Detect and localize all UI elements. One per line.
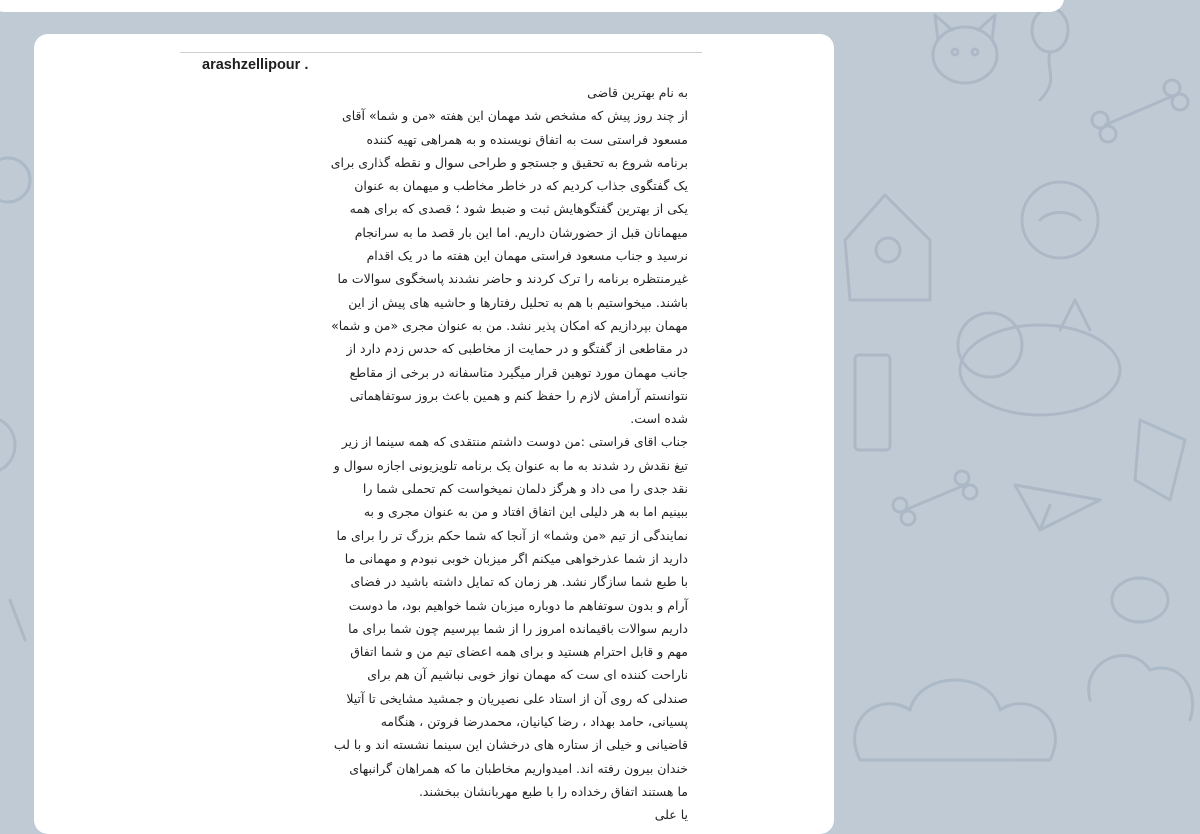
caption-line: مهم و قابل احترام هستید و برای همه اعضای تیم من و شما اتفاق [350,644,688,660]
balloon-doodle-icon [1032,8,1068,100]
circle-doodle-icon [0,158,30,640]
caption-line: مسعود فراستی ست به اتفاق نویسنده و به همراهی تهیه کننده [366,131,688,147]
cheese-doodle-icon [1135,420,1185,500]
caption-line: پسیانی، حامد بهداد ، رضا کیانیان، محمدرضا فروتن ، هنگامه [380,714,688,730]
caption-line: در مقاطعی از گفتگو و در حمایت از مخاطبی که حدس زدم دارد از [346,341,688,357]
caption-line: تیغ نقدش رد شدند به ما به عنوان یک برنامه تلویزیونی اجازه سوال و [333,457,688,473]
caption-line: جانب مهمان مورد توهین قرار میگیرد متاسفانه در برخی از مقاطع [349,364,688,380]
caption-line: یکی از بهترین گفتگوهایش ثبت و ضبط شود ؛ قصدی که برای همه [349,201,688,217]
caption-line: نرسید و جناب مسعود فراستی مهمان این هفته ما در یک اقدام [366,248,688,264]
caption-line: با طبع شما سازگار نشد. هر زمان که تمایل داشته باشید در فضای [350,574,688,590]
caption-line: شده است. [630,411,688,427]
caption-line: مهمان بپردازیم که امکان پذیر نشد. من به عنوان مجری «من و شما» [331,317,688,333]
post-username: arashzellipour . [202,57,309,73]
paper-plane-doodle-icon [1015,485,1100,530]
sleeping-cat-doodle-icon [958,300,1120,415]
cat-doodle-icon [933,15,997,83]
caption-line: برنامه شروع به تحقیق و جستجو و طراحی سوال و نقطه گذاری برای [330,154,688,170]
caption-line: باشند. میخواستیم با هم به تحلیل رفتارها و حاشیه های پیش از این [348,294,688,310]
caption-line: قاضیانی و خیلی از ستاره های درخشان این سینما نشسته اند و با لب [333,737,688,753]
fishbowl-doodle-icon [1022,182,1098,258]
caption-line: داریم سوالات باقیمانده امروز را از شما بپرسیم چون شما برای ما [348,620,688,636]
instagram-post-screenshot [180,52,702,823]
post-caption [188,81,688,827]
caption-line: به نام بهترین قاضی [587,85,688,100]
previous-message-bubble [0,0,1064,12]
caption-line: نمایندگی از تیم «من وشما» از آنجا که شما حکم بزرگ تر را برای ما [336,527,688,543]
caption-line: ما هستند اتفاق رخداده را با طبع مهربانشان ببخشند. [418,783,688,799]
caption-line: نقد جدی را می داد و هرگز دلمان نمیخواست کم تحملی شما را [362,481,688,497]
caption-line: نتوانستم آرامش لازم را حفظ کنم و همین باعث بروز سوتفاهماتی [349,387,688,403]
bone-doodle-icon [1092,80,1188,142]
caption-line: خندان بیرون رفته اند. امیدواریم مخاطبان ما که همراهان گرانبهای [349,760,688,776]
caption-line: غیرمنتظره برنامه را ترک کردند و حاضر نشدند پاسخگوی سوالات ما [337,271,688,287]
caption-line: صندلی که روی آن از استاد علی نصیریان و جمشید مشایخی تا آتیلا [346,690,688,706]
caption-line: ببینیم اما به هر دلیلی این اتفاق افتاد و من به عنوان مجری و به [363,504,688,520]
caption-line: آرام و بدون سوتفاهم ما دوباره میزبان شما خواهیم بود، ما دوست [348,597,688,613]
caption-line: دارید از شما عذرخواهی میکنم اگر میزبان خوبی نبودم و مهمانی ما [344,550,688,566]
caption-line: از چند روز پیش که مشخص شد مهمان این هفته «من و شما» آقای [341,108,688,124]
caption-line: میهمانان قبل از حضورشان داریم. اما این بار قصد ما به سرانجام [354,224,688,240]
image-message-card[interactable] [34,34,834,834]
caption-line: یک گفتگوی جذاب کردیم که در خاطر مخاطب و میهمان به عنوان [354,178,688,194]
caption-line: ناراحت کننده ای ست که مهمان نواز خوبی نباشیم آن هم برای [367,667,688,683]
cloud-doodle-icon [855,656,1193,760]
caption-line: یا علی [654,807,688,823]
bird-doodle-icon [1112,578,1168,622]
bone-doodle-icon [893,471,977,525]
doghouse-doodle-icon [845,195,930,300]
box-doodle-icon [855,355,890,450]
caption-line: جناب اقای فراستی :من دوست داشتم منتقدی که همه سینما از زیر [341,434,688,450]
